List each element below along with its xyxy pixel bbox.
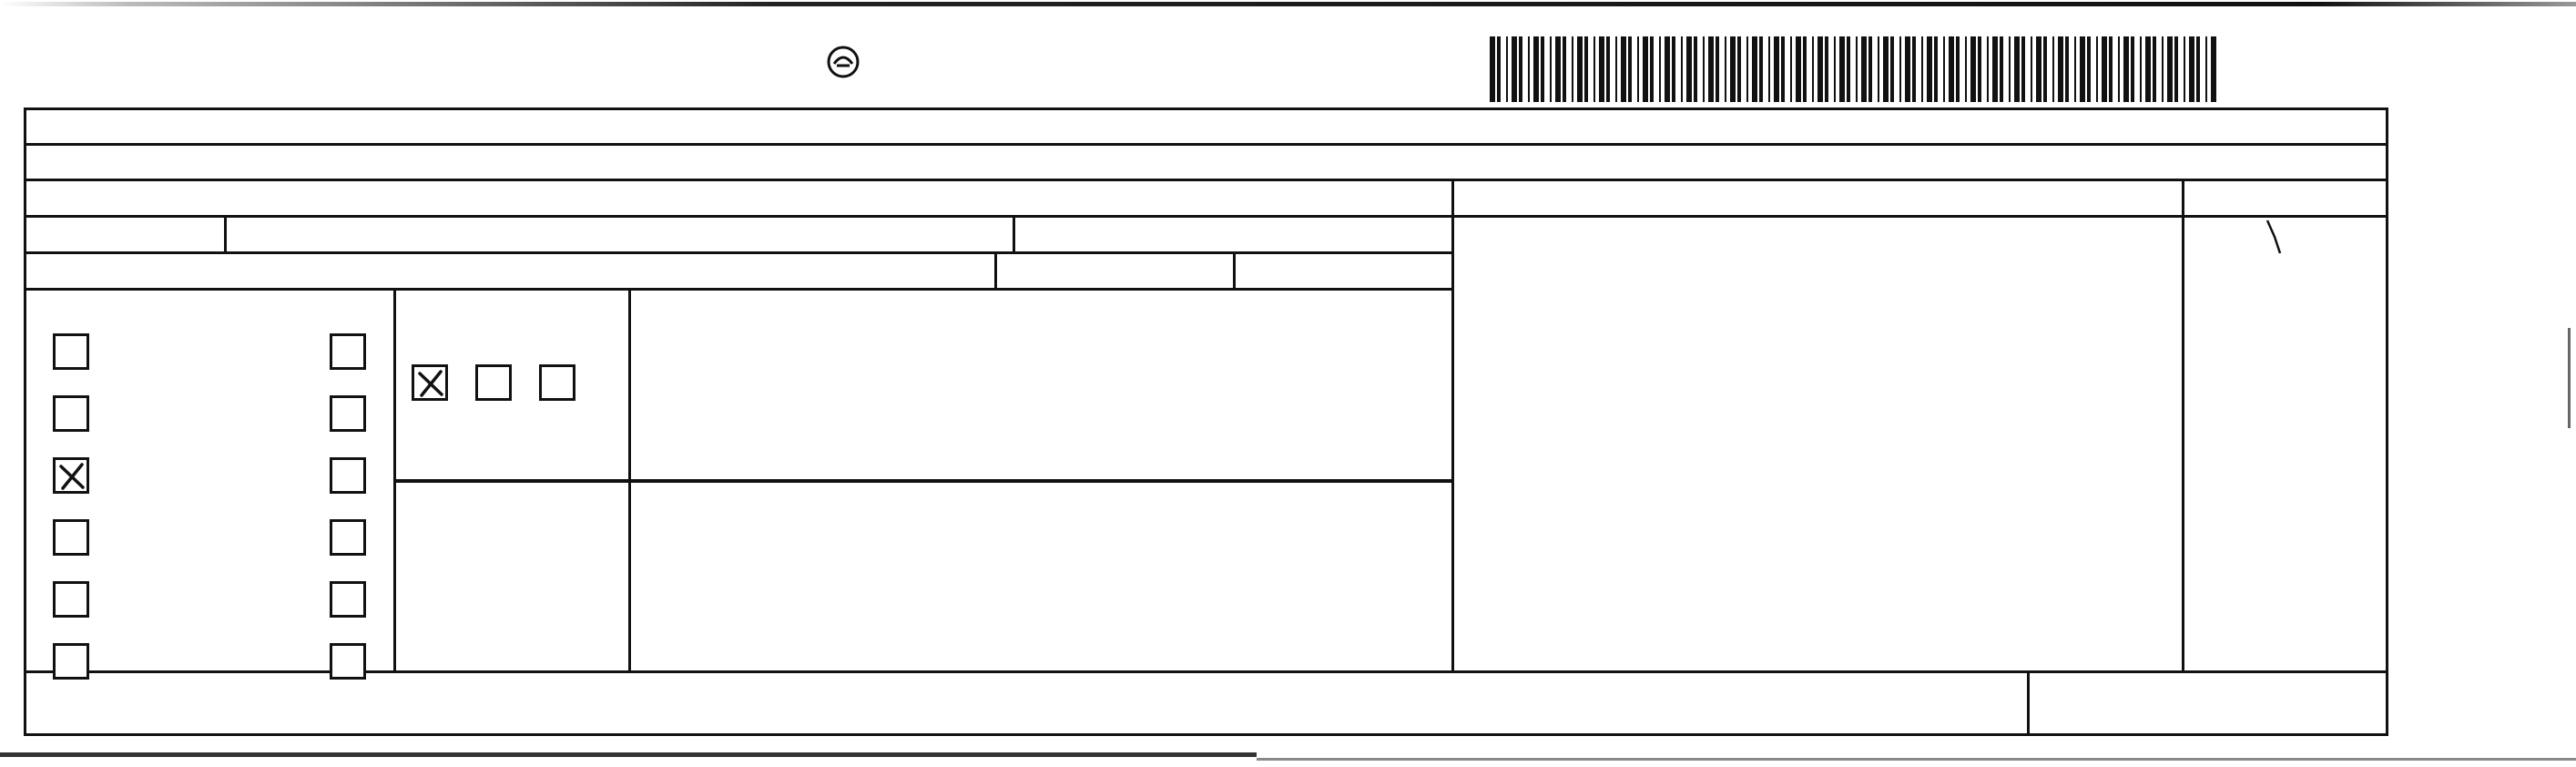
barcode-bar xyxy=(1868,36,1872,102)
barcode-bar xyxy=(1796,36,1801,102)
barcode-bar xyxy=(1650,36,1654,102)
divider-placa xyxy=(224,216,227,252)
v1-checkbox[interactable] xyxy=(53,581,89,618)
barcode-bar xyxy=(1861,36,1867,102)
barcode-bar xyxy=(2123,36,2129,102)
barcode-bar xyxy=(1681,36,1683,102)
barcode-bar xyxy=(2167,36,2173,102)
barcode-bar xyxy=(1599,36,1604,102)
barcode-bar xyxy=(1812,36,1814,102)
barcode-icon xyxy=(1490,36,2218,102)
barcode-bar xyxy=(1550,36,1552,102)
barcode-bar xyxy=(1927,36,1932,102)
barcode-bar xyxy=(1512,36,1517,102)
barcode-bar xyxy=(1615,36,1617,102)
barcode-bar xyxy=(1708,36,1714,102)
v2-checkbox[interactable] xyxy=(330,581,366,618)
barcode-bar xyxy=(1890,36,1894,102)
barcode-bar xyxy=(1541,36,1544,102)
barcode-bar xyxy=(1965,36,1967,102)
barcode-bar xyxy=(1686,36,1692,102)
barcode-bar xyxy=(2145,36,2151,102)
month-checkbox[interactable] xyxy=(539,364,575,401)
barcode-bar xyxy=(1563,36,1566,102)
barcode-bar xyxy=(2058,36,2063,102)
divider-id xyxy=(994,252,997,289)
barcode-bar xyxy=(2014,36,2020,102)
month-checkbox[interactable] xyxy=(475,364,512,401)
barcode-bar xyxy=(1606,36,1610,102)
barcode-bar xyxy=(1834,36,1836,102)
barcode-bar xyxy=(1506,36,1508,102)
barcode-bar xyxy=(1643,36,1648,102)
barcode-bar xyxy=(1790,36,1792,102)
barcode-bar xyxy=(1703,36,1705,102)
barcode-bar xyxy=(1621,36,1626,102)
barcode-bar xyxy=(1934,36,1938,102)
barcode-bar xyxy=(2080,36,2085,102)
divider-admision xyxy=(1013,216,1015,252)
barcode-bar xyxy=(1694,36,1697,102)
barcode-bar xyxy=(1878,36,1879,102)
v1-checkbox[interactable] xyxy=(53,333,89,370)
barcode-bar xyxy=(1584,36,1588,102)
barcode-bar xyxy=(2211,36,2216,102)
barcode-bar xyxy=(2043,36,2047,102)
barcode-bar xyxy=(1725,36,1726,102)
direccion-row xyxy=(24,144,2382,179)
barcode-bar xyxy=(2031,36,2032,102)
scan-edge-top xyxy=(0,2,2576,6)
barcode-bar xyxy=(1555,36,1561,102)
barcode-bar xyxy=(2118,36,2120,102)
v2-checkbox[interactable] xyxy=(330,519,366,556)
divider-firma xyxy=(1451,179,1454,670)
barcode-bar xyxy=(1593,36,1595,102)
scan-edge-bottom-right xyxy=(1257,758,2576,761)
divider-tel xyxy=(1233,252,1236,289)
barcode-bar xyxy=(1752,36,1757,102)
v1-checkbox[interactable] xyxy=(53,457,89,494)
barcode-bar xyxy=(1978,36,1981,102)
barcode-bar xyxy=(2087,36,2091,102)
row-line-6 xyxy=(1453,215,2388,218)
placa-row xyxy=(24,216,1453,252)
observaciones-pen-mark xyxy=(2264,217,2291,262)
barcode-bar xyxy=(1716,36,1719,102)
barcode-bar xyxy=(2189,36,2194,102)
barcode-bar xyxy=(1921,36,1923,102)
v1-checkbox[interactable] xyxy=(53,395,89,432)
barcode-bar xyxy=(2065,36,2069,102)
barcode-bar xyxy=(2102,36,2107,102)
barcode-bar xyxy=(2196,36,2200,102)
barcode-bar xyxy=(2162,36,2164,102)
footer-line xyxy=(24,670,2388,673)
certipostal-logo xyxy=(807,44,880,100)
barcode-bar xyxy=(1839,36,1845,102)
barcode-bar xyxy=(1533,36,1539,102)
barcode-bar xyxy=(1912,36,1916,102)
barcode-bar xyxy=(2021,36,2025,102)
barcode-bar xyxy=(1856,36,1858,102)
barcode-bar xyxy=(2074,36,2076,102)
barcode-bar xyxy=(1774,36,1779,102)
barcode-bar xyxy=(1956,36,1960,102)
v2-checkbox[interactable] xyxy=(330,457,366,494)
barcode-bar xyxy=(1737,36,1741,102)
divider-guia-box xyxy=(2027,670,2030,736)
barcode-bar xyxy=(1577,36,1583,102)
scan-edge-right xyxy=(2568,328,2571,428)
barcode-bar xyxy=(1768,36,1770,102)
barcode-bar xyxy=(1883,36,1889,102)
v1-checkbox[interactable] xyxy=(53,643,89,680)
ciudad-row xyxy=(24,252,1453,289)
scan-edge-bottom xyxy=(0,752,1257,757)
barcode-bar xyxy=(1497,36,1501,102)
barcode-bar xyxy=(2184,36,2185,102)
barcode-bar xyxy=(1659,36,1661,102)
barcode-bar xyxy=(1628,36,1632,102)
tipo-envio-row xyxy=(24,179,1453,216)
barcode-bar xyxy=(2140,36,2142,102)
barcode-bar xyxy=(1949,36,1954,102)
barcode-bar xyxy=(1490,36,1495,102)
v2-checkbox[interactable] xyxy=(330,643,366,680)
nombre-row xyxy=(24,108,2382,144)
barcode-bar xyxy=(1817,36,1823,102)
barcode-bar xyxy=(1847,36,1850,102)
barcode-bar xyxy=(1637,36,1639,102)
barcode-bar xyxy=(1803,36,1807,102)
barcode-bar xyxy=(1730,36,1736,102)
barcode-bar xyxy=(1519,36,1522,102)
barcode-bar xyxy=(1759,36,1763,102)
divider-visits xyxy=(393,479,1453,483)
barcode-bar xyxy=(2096,36,2098,102)
barcode-bar xyxy=(1987,36,1989,102)
barcode-bar xyxy=(1943,36,1945,102)
barcode-bar xyxy=(1905,36,1910,102)
barcode-bar xyxy=(2109,36,2113,102)
barcode-bar xyxy=(1992,36,1998,102)
barcode-bar xyxy=(1825,36,1828,102)
barcode-bar xyxy=(2153,36,2156,102)
barcode-bar xyxy=(2205,36,2207,102)
barcode-bar xyxy=(2131,36,2134,102)
divider-observaciones xyxy=(2182,179,2184,670)
barcode-bar xyxy=(1665,36,1670,102)
barcode-bar xyxy=(1970,36,1976,102)
barcode-bar xyxy=(1672,36,1675,102)
barcode-bar xyxy=(2174,36,2178,102)
barcode-bar xyxy=(2000,36,2003,102)
v2-checkbox[interactable] xyxy=(330,395,366,432)
month-checkbox[interactable] xyxy=(412,364,448,401)
barcode-bar xyxy=(1899,36,1901,102)
barcode-bar xyxy=(1781,36,1785,102)
v2-checkbox[interactable] xyxy=(330,333,366,370)
barcode-bar xyxy=(2052,36,2054,102)
barcode-bar xyxy=(1528,36,1530,102)
barcode-bar xyxy=(1746,36,1748,102)
barcode-bar xyxy=(1572,36,1573,102)
barcode-bar xyxy=(2009,36,2011,102)
v1-checkbox[interactable] xyxy=(53,519,89,556)
barcode-bar xyxy=(2036,36,2041,102)
